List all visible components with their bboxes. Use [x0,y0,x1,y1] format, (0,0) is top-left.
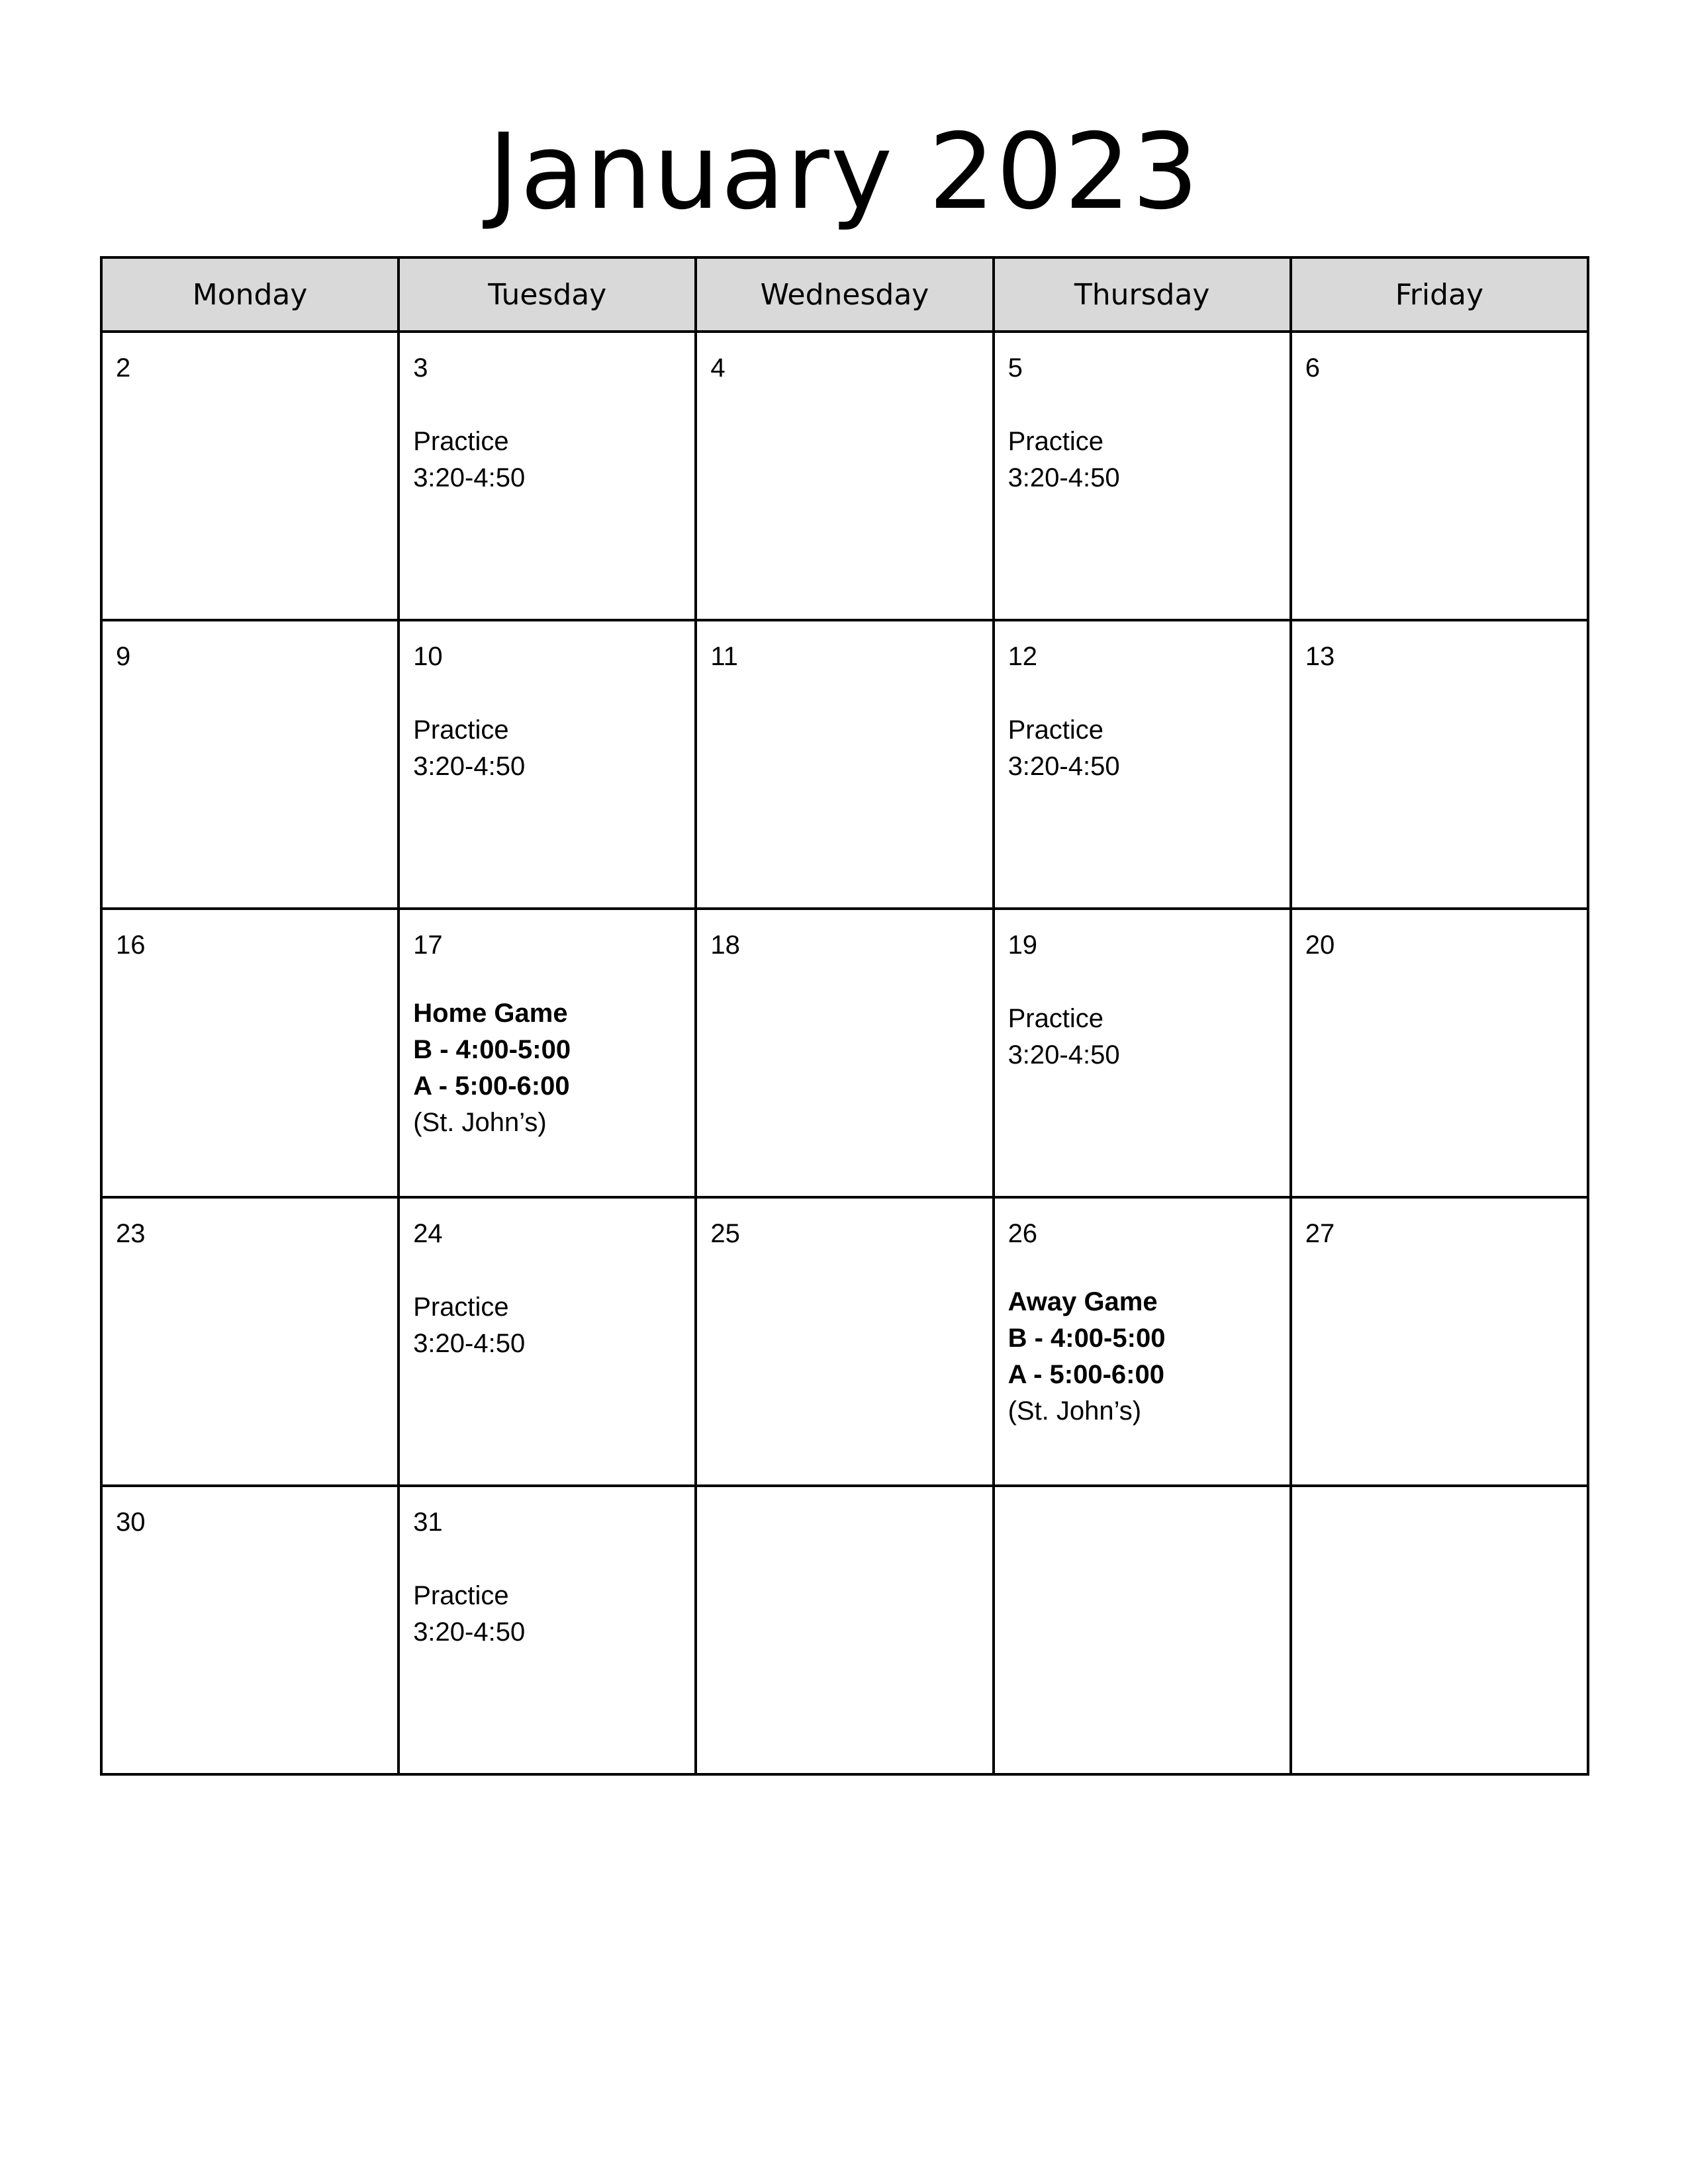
day-number: 5 [1008,353,1023,383]
day-number: 12 [1008,642,1038,671]
event-line: Practice [1008,715,1104,745]
day-cell-content [1292,1487,1587,1541]
weekday-header-row [101,257,1588,332]
practice-event [413,1578,694,1651]
practice-event [413,1289,694,1362]
event-line: 3:20-4:50 [1008,752,1120,781]
day-cell-content [995,1487,1289,1541]
day-number: 9 [116,642,131,671]
day-cell-content [995,910,1289,1073]
event-line: A - 5:00-6:00 [413,1071,570,1101]
game-event [413,995,694,1141]
day-cell-content [400,1199,694,1362]
day-cell [994,620,1291,909]
weekday-header-friday: Friday [1291,257,1588,332]
day-number [1305,1504,1587,1541]
day-cell [101,332,399,620]
day-cell [696,620,993,909]
day-cell [994,332,1291,620]
day-cell-content [103,1487,397,1541]
event-line: Practice [413,427,509,456]
day-cell-content [103,910,397,964]
day-cell-content [400,910,694,1141]
calendar-title: January 2023 [488,111,1200,233]
day-cell-content [697,621,992,675]
event-line: Practice [1008,1004,1104,1033]
event-line: Away Game [1008,1287,1158,1316]
day-number: 20 [1305,931,1335,960]
day-cell [1291,1486,1588,1774]
event-line: Practice [413,1581,509,1610]
day-cell-content [697,910,992,964]
day-cell [399,620,696,909]
day-cell [1291,620,1588,909]
week-row [101,620,1588,909]
day-cell [696,1197,993,1486]
day-cell [696,909,993,1197]
day-cell [101,620,399,909]
calendar-weeks [101,332,1588,1774]
day-number: 13 [1305,642,1335,671]
day-cell-content [697,1199,992,1252]
day-cell-content [400,1487,694,1651]
day-cell [399,909,696,1197]
event-line: 3:20-4:50 [1008,463,1120,492]
day-cell [399,1486,696,1774]
event-line: (St. John’s) [413,1108,547,1137]
week-row [101,909,1588,1197]
day-cell-content [995,333,1289,496]
event-line: (St. John’s) [1008,1396,1142,1426]
weekday-header-tuesday: Tuesday [399,257,696,332]
day-cell [101,909,399,1197]
event-line: 3:20-4:50 [413,752,526,781]
day-cell [994,1197,1291,1486]
day-cell-content [697,1487,992,1541]
day-cell-content [103,621,397,675]
day-cell [1291,1197,1588,1486]
day-cell [101,1486,399,1774]
day-cell-content [995,1199,1289,1430]
day-number: 23 [116,1219,146,1248]
day-cell-content [697,333,992,387]
practice-event [1008,712,1289,785]
day-cell-content [995,621,1289,785]
day-number: 18 [710,931,740,960]
day-number [710,1504,992,1541]
weekday-header-wednesday: Wednesday [696,257,993,332]
day-number: 19 [1008,931,1038,960]
calendar-grid [100,256,1589,1776]
event-line: Practice [1008,427,1104,456]
week-row [101,332,1588,620]
event-line: Practice [413,715,509,745]
day-cell [101,1197,399,1486]
day-cell [1291,332,1588,620]
day-cell-content [1292,621,1587,675]
day-cell [399,332,696,620]
day-number: 10 [413,642,443,671]
day-cell-content [1292,333,1587,387]
day-number: 31 [413,1508,443,1537]
day-cell [994,909,1291,1197]
event-line: 3:20-4:50 [413,1617,526,1647]
day-cell [696,332,993,620]
event-line: Home Game [413,999,568,1028]
weekday-header-thursday: Thursday [994,257,1291,332]
practice-event [413,712,694,785]
day-number: 6 [1305,353,1320,383]
day-cell [994,1486,1291,1774]
day-cell-content [103,1199,397,1252]
week-row [101,1486,1588,1774]
day-number: 2 [116,353,131,383]
event-line: Practice [413,1293,509,1322]
day-cell-content [400,621,694,785]
day-cell-content [400,333,694,496]
day-number: 24 [413,1219,443,1248]
day-cell [696,1486,993,1774]
day-cell-content [1292,910,1587,964]
practice-event [1008,424,1289,496]
practice-event [413,424,694,496]
day-cell-content [103,333,397,387]
event-line: 3:20-4:50 [413,1329,526,1358]
game-event [1008,1284,1289,1430]
day-number: 4 [710,353,726,383]
event-line: 3:20-4:50 [413,463,526,492]
week-row [101,1197,1588,1486]
event-line: B - 4:00-5:00 [1008,1324,1166,1353]
event-line: 3:20-4:50 [1008,1040,1120,1069]
event-line: A - 5:00-6:00 [1008,1360,1164,1389]
practice-event [1008,1001,1289,1073]
day-number: 17 [413,931,443,960]
day-number: 25 [710,1219,740,1248]
day-number [1008,1504,1289,1541]
day-number: 16 [116,931,146,960]
day-number: 3 [413,353,428,383]
day-number: 27 [1305,1219,1335,1248]
day-cell [1291,909,1588,1197]
day-cell [399,1197,696,1486]
day-number: 30 [116,1508,146,1537]
event-line: B - 4:00-5:00 [413,1035,571,1064]
day-number: 26 [1008,1219,1038,1248]
day-cell-content [1292,1199,1587,1252]
weekday-header-monday: Monday [101,257,399,332]
day-number: 11 [710,642,738,671]
